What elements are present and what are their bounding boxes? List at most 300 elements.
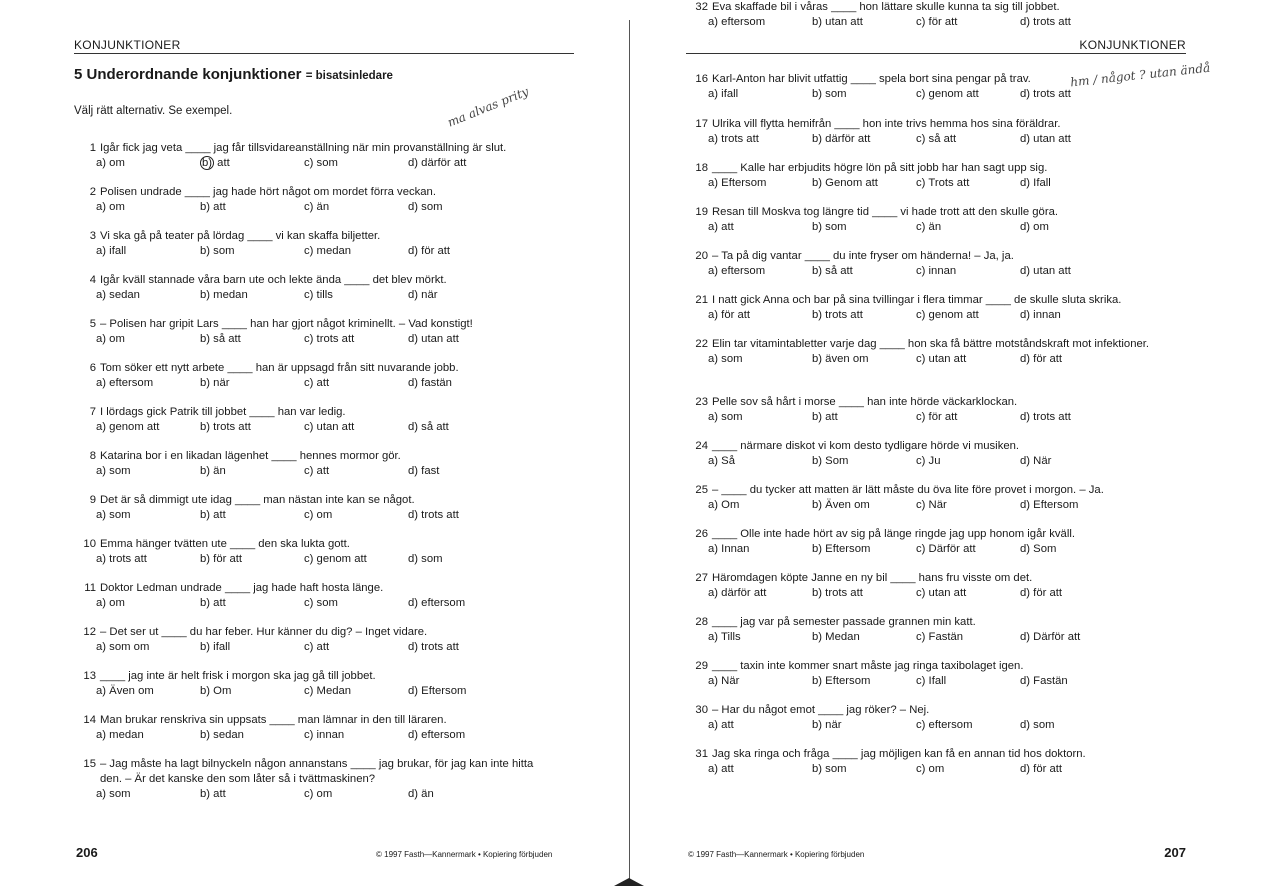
exercise-number: 5 [89,318,96,330]
exercise-stem: ____ taxin inte kommer snart måste jag ringa taxibolaget igen. [712,660,1024,672]
exercise-item [74,625,544,655]
exercise-number: 23 [695,396,708,408]
page-number: 206 [76,845,98,860]
answer-option: d) än [408,788,434,800]
answer-option: b) än [200,465,226,477]
answer-option: a) eftersom [708,265,766,277]
exercise-item [686,483,1186,513]
exercise-stem: Eva skaffade bil i våras ____ hon lättare skulle kunna ta sig till jobbet. [712,1,1060,13]
exercise-number: 12 [83,626,96,638]
answer-option: d) när [408,289,438,301]
exercise-stem: Pelle sov så hårt i morse ____ han inte hörde väckarklockan. [712,396,1018,408]
answer-option: a) som [96,509,131,521]
exercise-question [74,581,544,596]
answer-option: b) att [200,509,226,521]
exercise-number: 17 [695,118,708,130]
answer-option: a) eftersom [96,377,154,389]
answer-option: d) innan [1020,309,1061,321]
exercise-question [686,249,1186,264]
answer-option: c) innan [304,729,345,741]
exercise-stem: ____ Kalle har erbjudits högre lön på sitt jobb har han sagt upp sig. [712,162,1048,174]
answer-option: b) Eftersom [812,675,871,687]
answer-option: c) om [304,509,333,521]
exercise-question [74,757,544,787]
answer-option: a) Om [708,499,740,511]
answer-options [74,728,544,743]
answer-option: a) medan [96,729,144,741]
exercise-item [74,317,544,347]
exercise-number: 14 [83,714,96,726]
answer-option: c) för att [916,411,958,423]
exercise-question [686,571,1186,586]
exercise-number: 24 [695,440,708,452]
answer-options [686,498,1186,513]
answer-options [686,542,1186,557]
exercise-item [74,141,544,171]
answer-option: d) Eftersom [408,685,467,697]
running-head: KONJUNKTIONER [74,38,181,52]
chapter-title [74,66,393,83]
exercise-number: 20 [695,250,708,262]
answer-option: c) så att [916,133,957,145]
answer-option: b) utan att [812,16,863,28]
exercise-item [74,537,544,567]
exercise-item [74,405,544,435]
answer-option: b) Eftersom [812,543,871,555]
exercise-item [74,713,544,743]
answer-options [686,762,1186,777]
answer-option: a) trots att [708,133,759,145]
answer-options [74,464,544,479]
answer-option: b) Som [812,455,849,467]
answer-option: b) sedan [200,729,244,741]
exercise-question [74,405,544,420]
answer-option: b) när [200,377,230,389]
exercise-question [74,273,544,288]
exercise-number: 28 [695,616,708,628]
chapter-title-text: 5 Underordnande konjunktioner [74,66,302,83]
answer-option: d) Som [1020,543,1057,555]
answer-option: c) Medan [304,685,352,697]
exercise-number: 6 [89,362,96,374]
answer-options [686,454,1186,469]
answer-options [686,718,1186,733]
exercise-question [686,205,1186,220]
answer-option: d) för att [408,245,451,257]
answer-option: d) trots att [1020,88,1071,100]
answer-options [74,684,544,699]
answer-option: a) genom att [96,421,160,433]
answer-option: d) eftersom [408,729,466,741]
exercise-item [686,337,1186,367]
answer-option: b) att [812,411,838,423]
answer-options [686,176,1186,191]
answer-option: a) Så [708,455,736,467]
answer-option: c) att [304,377,330,389]
answer-option: d) Eftersom [1020,499,1079,511]
answer-option: d) för att [1020,353,1063,365]
exercise-stem: ____ jag var på semester passade grannen min katt. [712,616,976,628]
answer-option: a) om [96,333,125,345]
exercise-stem: I natt gick Anna och bar på sina tvillingar i flera timmar ____ de skulle sluta skrika. [712,294,1122,306]
exercise-number: 27 [695,572,708,584]
answer-option: b) för att [200,553,243,565]
answer-options [686,410,1186,425]
exercise-stem: – ____ du tycker att matten är lätt måste du öva lite före provet i morgon. – Ja. [712,484,1104,496]
exercise-item [686,72,1186,102]
answer-option: a) Tills [708,631,741,643]
answer-option: b) trots att [812,309,863,321]
answer-option: c) tills [304,289,333,301]
answer-options [74,552,544,567]
answer-option: a) om [96,201,125,213]
exercise-number: 18 [695,162,708,174]
exercise-question [686,703,1186,718]
exercise-item [74,669,544,699]
example-answer-circle: b) [202,157,213,169]
answer-option: c) Fastän [916,631,964,643]
chapter-subtitle: = bisatsinledare [305,70,393,82]
book-spine [629,20,630,880]
exercise-item [686,527,1186,557]
answer-option: a) att [708,763,734,775]
answer-option: b) när [812,719,842,731]
answer-option: a) Även om [96,685,154,697]
answer-option: d) utan att [1020,265,1071,277]
answer-option: c) genom att [916,88,979,100]
answer-option: c) trots att [304,333,355,345]
answer-options [686,132,1186,147]
answer-option: a) som [96,465,131,477]
answer-option: c) om [304,788,333,800]
exercise-number: 29 [695,660,708,672]
answer-option: b) så att [812,265,853,277]
answer-option: a) som [708,411,743,423]
answer-option: a) att [708,719,734,731]
exercise-item [686,439,1186,469]
exercise-stem: Jag ska ringa och fråga ____ jag möjligen kan få en annan tid hos doktorn. [712,748,1086,760]
exercise-item [686,117,1186,147]
exercise-stem: Igår fick jag veta ____ jag får tillsvidareanställning när min provanställning är slut. [100,142,507,154]
answer-option: a) ifall [708,88,739,100]
exercise-stem: Polisen undrade ____ jag hade hört något om mordet förra veckan. [100,186,436,198]
answer-option: b) ifall [200,641,231,653]
exercise-number: 4 [89,274,96,286]
exercise-stem: Elin tar vitamintabletter varje dag ____ hon ska få bättre motståndskraft mot infektioner. [712,338,1150,350]
answer-options [686,264,1186,279]
answer-option: b) att [202,157,230,169]
exercise-number: 25 [695,484,708,496]
left-page [0,0,620,894]
answer-option: c) Ifall [916,675,947,687]
answer-option: a) om [96,597,125,609]
exercise-item [74,493,544,523]
answer-options [686,15,1186,30]
exercise-question [74,537,544,552]
exercise-stem: ____ närmare diskot vi kom desto tydligare hörde vi musiken. [712,440,1020,452]
exercise-item [74,273,544,303]
exercise-number: 3 [89,230,96,242]
answer-option: c) än [304,201,330,213]
answer-options [74,420,544,435]
exercise-number: 26 [695,528,708,540]
answer-option: b) Medan [812,631,860,643]
exercise-stem: Det är så dimmigt ute idag ____ man nästan inte kan se något. [100,494,415,506]
exercise-number: 30 [695,704,708,716]
answer-option: c) som [304,157,338,169]
answer-option: a) som om [96,641,150,653]
exercise-question [686,659,1186,674]
exercise-question [686,0,1186,15]
answer-option: d) Ifall [1020,177,1051,189]
exercise-stem: Häromdagen köpte Janne en ny bil ____ hans fru visste om det. [712,572,1033,584]
answer-option: c) än [916,221,942,233]
exercise-item [686,615,1186,645]
answer-option: b) Om [200,685,232,697]
answer-option: d) därför att [408,157,467,169]
exercise-item [74,185,544,215]
answer-option: d) trots att [1020,16,1071,28]
exercise-item [686,395,1186,425]
exercise-number: 16 [695,73,708,85]
answer-option: a) att [708,221,734,233]
answer-option: b) att [200,597,226,609]
exercise-number: 8 [89,450,96,462]
exercise-stem: ____ jag inte är helt frisk i morgon ska jag gå till jobbet. [100,670,376,682]
exercise-question [686,117,1186,132]
exercise-number: 21 [695,294,708,306]
copyright: © 1997 Fasth—Kannermark • Kopiering förbjuden [688,850,865,859]
exercise-item [686,293,1186,323]
answer-option: a) När [708,675,740,687]
answer-option: b) trots att [812,587,863,599]
answer-option: b) som [812,221,847,233]
exercise-question [74,361,544,376]
exercise-question [686,161,1186,176]
exercise-stem: Resan till Moskva tog längre tid ____ vi hade trott att den skulle göra. [712,206,1059,218]
answer-option: b) medan [200,289,248,301]
exercise-stem: – Polisen har gripit Lars ____ han har gjort något kriminellt. – Vad konstigt! [100,318,473,330]
answer-option: d) för att [1020,763,1063,775]
answer-option: c) genom att [304,553,367,565]
exercise-question [686,747,1186,762]
answer-option: c) innan [916,265,957,277]
exercise-question [74,229,544,244]
exercise-item [74,581,544,611]
answer-option: d) så att [408,421,449,433]
answer-options [74,156,544,171]
answer-option: a) Innan [708,543,750,555]
exercise-question [686,395,1186,410]
answer-options [686,352,1186,367]
answer-option: b) Även om [812,499,870,511]
exercise-question [686,72,1186,87]
answer-option: a) för att [708,309,751,321]
answer-option: b) att [200,788,226,800]
answer-option: c) för att [916,16,958,28]
exercise-question [686,337,1186,352]
exercise-number: 22 [695,338,708,350]
exercise-stem: Katarina bor i en likadan lägenhet ____ hennes mormor gör. [100,450,401,462]
exercise-stem: I lördags gick Patrik till jobbet ____ han var ledig. [100,406,346,418]
answer-option: c) om [916,763,945,775]
answer-option: d) som [1020,719,1055,731]
answer-option: c) När [916,499,947,511]
exercise-item [74,229,544,259]
exercise-stem: – Ta på dig vantar ____ du inte fryser om händerna! – Ja, ja. [712,250,1014,262]
exercise-stem: ____ Olle inte hade hört av sig på länge ringde jag upp honom igår kväll. [712,528,1075,540]
answer-option: d) Fastän [1020,675,1068,687]
exercise-stem: Emma hänger tvätten ute ____ den ska lukta gott. [100,538,350,550]
answer-option: d) som [408,201,443,213]
answer-option: c) utan att [304,421,355,433]
exercise-question [74,449,544,464]
exercise-item [686,161,1186,191]
exercise-question [74,317,544,332]
exercise-stem: Igår kväll stannade våra barn ute och lekte ända ____ det blev mörkt. [100,274,447,286]
answer-option: d) som [408,553,443,565]
answer-option: d) för att [1020,587,1063,599]
answer-option: b) som [812,88,847,100]
exercise-number: 1 [89,142,96,154]
answer-option: c) att [304,641,330,653]
answer-option: b) trots att [200,421,251,433]
answer-option: b) Genom att [812,177,878,189]
answer-options [686,87,1186,102]
exercise-item [686,249,1186,279]
exercise-item [74,361,544,391]
answer-option: c) utan att [916,587,967,599]
exercise-stem: Karl-Anton har blivit utfattig ____ spela bort sina pengar på trav. [712,73,1031,85]
answer-option: b) även om [812,353,869,365]
exercise-number: 7 [89,406,96,418]
answer-option: d) När [1020,455,1052,467]
answer-options [686,220,1186,235]
answer-option: a) därför att [708,587,767,599]
exercise-question [686,483,1186,498]
exercise-stem: – Har du något emot ____ jag röker? – Nej. [712,704,930,716]
exercise-stem: Man brukar renskriva sin uppsats ____ man lämnar in den till läraren. [100,714,447,726]
answer-option: c) eftersom [916,719,973,731]
answer-option: c) Trots att [916,177,970,189]
answer-option: d) trots att [408,641,459,653]
exercise-question [74,713,544,728]
exercise-stem: Vi ska gå på teater på lördag ____ vi kan skaffa biljetter. [100,230,381,242]
answer-option: a) sedan [96,289,140,301]
answer-option: c) medan [304,245,352,257]
instruction: Välj rätt alternativ. Se exempel. [74,105,233,117]
exercise-question [686,439,1186,454]
exercise-item [686,0,1186,30]
exercise-stem: – Det ser ut ____ du har feber. Hur känner du dig? – Inget vidare. [100,626,428,638]
answer-option: a) som [708,353,743,365]
answer-option: b) så att [200,333,241,345]
handwritten-note: ma alvas prity [445,84,531,130]
exercise-stem: Tom söker ett nytt arbete ____ han är uppsagd från sitt nuvarande jobb. [100,362,459,374]
answer-option: d) fast [408,465,440,477]
exercise-number: 10 [83,538,96,550]
answer-option: a) som [96,788,131,800]
copyright: © 1997 Fasth—Kannermark • Kopiering förbjuden [376,850,553,859]
answer-options [74,376,544,391]
exercise-question [74,185,544,200]
exercise-question [74,141,544,156]
answer-options [74,244,544,259]
exercise-item [686,747,1186,777]
exercise-number: 32 [695,1,708,13]
answer-options [74,596,544,611]
answer-option: a) Eftersom [708,177,767,189]
answer-option: b) som [200,245,235,257]
answer-option: d) om [1020,221,1049,233]
answer-option: b) därför att [812,133,871,145]
answer-option: c) Därför att [916,543,976,555]
exercise-question [74,669,544,684]
answer-options [74,332,544,347]
exercise-stem: Ulrika vill flytta hemifrån ____ hon inte trivs hemma hos sina föräldrar. [712,118,1061,130]
right-page [640,0,1262,894]
answer-options [686,674,1186,689]
answer-options [74,787,544,802]
exercise-number: 13 [83,670,96,682]
exercise-question [74,625,544,640]
answer-option: d) eftersom [408,597,466,609]
exercise-question [686,615,1186,630]
answer-option: d) utan att [1020,133,1071,145]
answer-option: d) fastän [408,377,452,389]
exercise-number: 15 [83,758,96,770]
header-rule [74,53,574,54]
exercise-question [686,293,1186,308]
exercise-item [686,703,1186,733]
exercise-number: 9 [89,494,96,506]
running-head: KONJUNKTIONER [1079,38,1186,52]
exercise-item [74,757,544,802]
answer-option: d) trots att [1020,411,1071,423]
answer-option: c) som [304,597,338,609]
answer-option: a) eftersom [708,16,766,28]
answer-options [686,308,1186,323]
answer-option: b) som [812,763,847,775]
answer-option: c) att [304,465,330,477]
exercise-question [74,493,544,508]
answer-option: a) ifall [96,245,127,257]
answer-option: a) om [96,157,125,169]
answer-options [686,630,1186,645]
answer-options [74,200,544,215]
answer-option: d) Därför att [1020,631,1081,643]
answer-option: c) utan att [916,353,967,365]
answer-option: a) trots att [96,553,147,565]
answer-options [74,640,544,655]
answer-option: c) genom att [916,309,979,321]
exercise-number: 11 [84,582,96,594]
header-rule [686,53,1186,54]
exercise-question [686,527,1186,542]
exercise-item [686,205,1186,235]
exercise-item [686,571,1186,601]
exercise-number: 2 [89,186,96,198]
exercise-stem: – Jag måste ha lagt bilnyckeln någon annanstans ____ jag brukar, för jag kan inte hitta den. – Är det kanske den som låter så i tvättmaskinen? [100,758,534,785]
answer-options [74,288,544,303]
exercise-number: 31 [695,748,708,760]
answer-options [74,508,544,523]
exercise-item [686,659,1186,689]
answer-option: d) trots att [408,509,459,521]
handwritten-note: hm / något ? utan ändå [1069,60,1211,90]
exercise-item [74,449,544,479]
exercise-number: 19 [695,206,708,218]
